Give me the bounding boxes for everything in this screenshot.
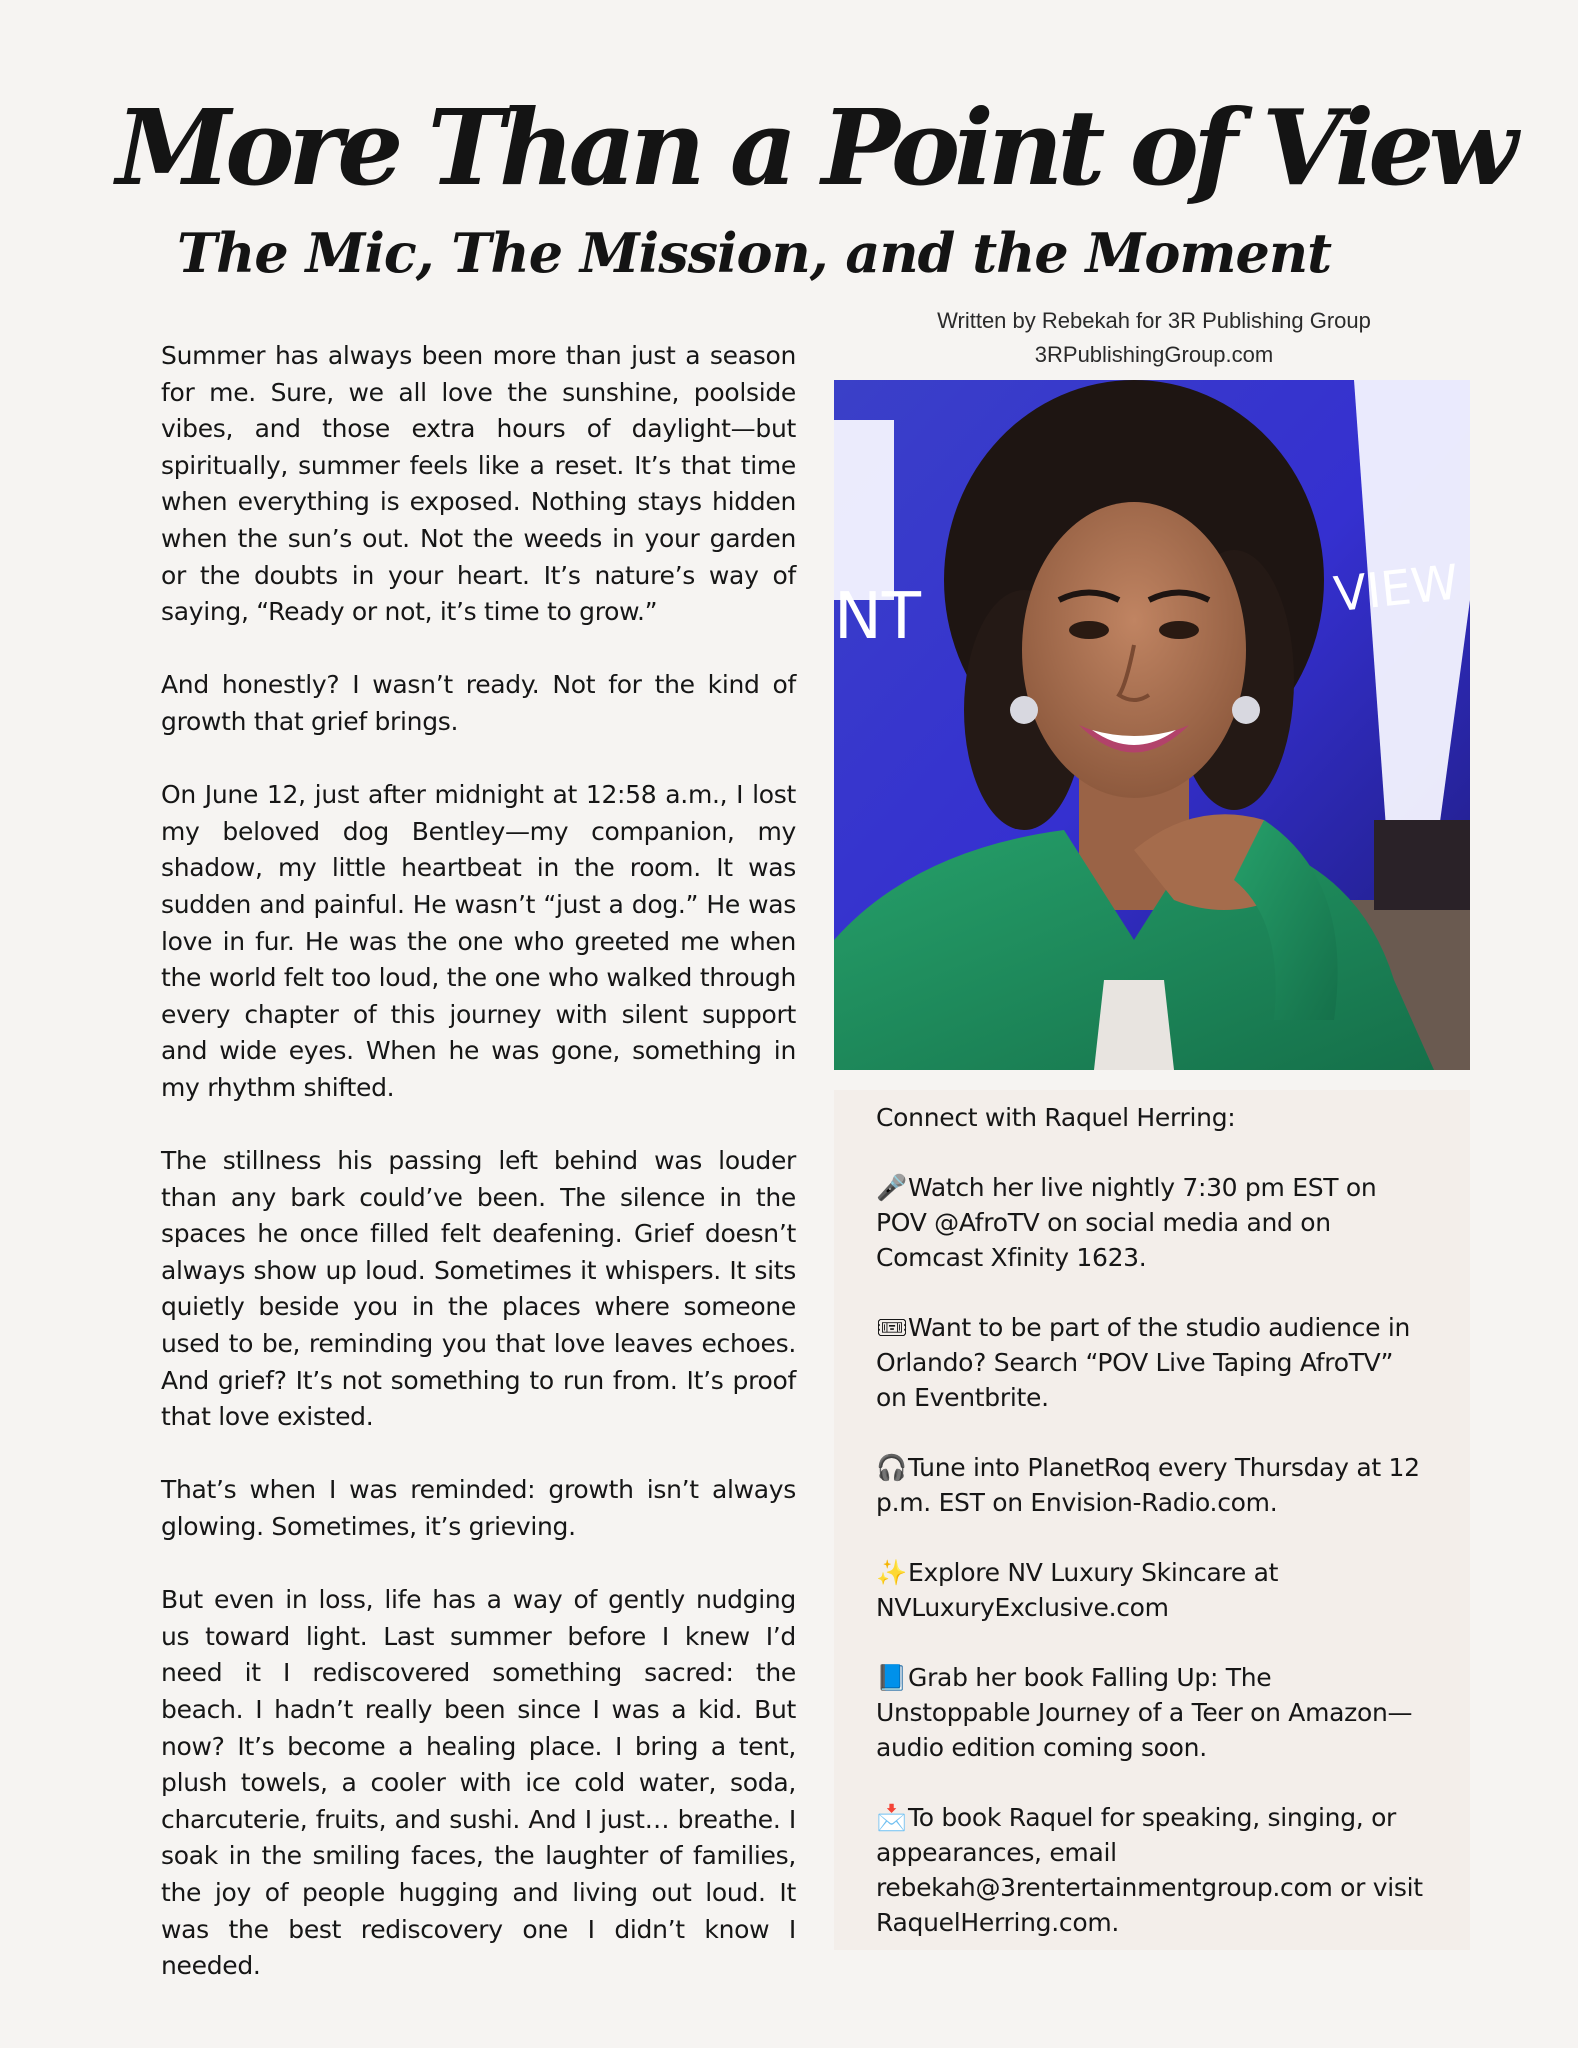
byline: [834, 304, 1474, 372]
headphones-icon: 🎧: [876, 1453, 907, 1482]
sidebar-item: [876, 1555, 1430, 1625]
article-paragraph: And honestly? I wasn’t ready. Not for the kind of growth that grief brings.: [161, 670, 796, 736]
sidebar-item-text: To book Raquel for speaking, singing, or appearances, email rebekah@3rentertainmentgroup.com or visit RaquelHerring.com.: [876, 1803, 1423, 1937]
article-paragraph: The stillness his passing left behind was louder than any bark could’ve been. The silence in the spaces he once filled felt deafening. Grief doesn’t always show up loud. Sometimes it whispers. It sits quietly beside you in the places where someone used to be, reminding you that love leaves echoes. And grief? It’s not something to run from. It’s proof that love existed.: [161, 1146, 796, 1432]
microphone-icon: 🎤: [876, 1173, 907, 1202]
earring: [1010, 696, 1038, 724]
sidebar-item: [876, 1310, 1430, 1415]
sidebar-item: [876, 1660, 1430, 1765]
envelope-icon: 📩: [876, 1803, 907, 1832]
portrait-photo: [834, 380, 1470, 1070]
sidebar-item: [876, 1800, 1430, 1940]
byline-site: 3RPublishingGroup.com: [1034, 342, 1274, 367]
article-paragraph: But even in loss, life has a way of gently nudging us toward light. Last summer before I knew I’d need it I rediscovered something sacred: the beach. I hadn’t really been since I was a kid. But now? It’s become a healing place. I bring a tent, plush towels, a cooler with ice cold water, soda, charcuterie, fruits, and sushi. And I just… breathe. I soak in the smiling faces, the laughter of families, the joy of people hugging and living out loud. It was the best rediscovery one I didn’t know I needed.: [161, 1585, 796, 1981]
article-paragraph: On June 12, just after midnight at 12:58 a.m., I lost my beloved dog Bentley—my companion, my shadow, my little heartbeat in the room. It was sudden and painful. He wasn’t “just a dog.” He was love in fur. He was the one who greeted me when the world felt too loud, the one who walked through every chapter of this journey with silent support and wide eyes. When he was gone, something in my rhythm shifted.: [161, 780, 796, 1102]
article-paragraph: That’s when I was reminded: growth isn’t always glowing. Sometimes, it’s grieving.: [161, 1475, 796, 1541]
sidebar-item-text: Tune into PlanetRoq every Thursday at 12 p.m. EST on Envision-Radio.com.: [876, 1453, 1420, 1517]
page-title: More Than a Point of View: [116, 86, 1512, 209]
sidebar-item-text: Explore NV Luxury Skincare at NVLuxuryExclusive.com: [876, 1558, 1279, 1622]
backdrop-left-text: NT: [834, 580, 921, 654]
portrait-illustration: [834, 380, 1470, 1070]
eye: [1069, 621, 1109, 639]
article-body: [161, 338, 796, 2021]
earring: [1232, 696, 1260, 724]
sparkles-icon: ✨: [876, 1558, 907, 1587]
desk: [1374, 820, 1470, 910]
top: [1094, 980, 1174, 1070]
byline-author: Written by Rebekah for 3R Publishing Group: [937, 308, 1371, 333]
sidebar-item-text: Want to be part of the studio audience in Orlando? Search “POV Live Taping AfroTV” on Eventbrite.: [876, 1313, 1411, 1412]
page-subtitle: The Mic, The Mission, and the Moment: [176, 221, 1332, 285]
sidebar-item-text: Watch her live nightly 7:30 pm EST on POV @AfroTV on social media and on Comcast Xfinity 1623.: [876, 1173, 1377, 1272]
backdrop-logo-shape: [834, 420, 894, 600]
article-paragraph: Summer has always been more than just a season for me. Sure, we all love the sunshine, poolside vibes, and those extra hours of daylight—but spiritually, summer feels like a reset. It’s that time when everything is exposed. Nothing stays hidden when the sun’s out. Not the weeds in your garden or the doubts in your heart. It’s nature’s way of saying, “Ready or not, it’s time to grow.”: [161, 341, 796, 627]
connect-sidebar: [834, 1090, 1470, 1950]
eye: [1159, 621, 1199, 639]
sidebar-item: [876, 1450, 1430, 1520]
blue-book-icon: 📘: [876, 1663, 907, 1692]
sidebar-item-text: Grab her book Falling Up: The Unstoppable Journey of a Teer on Amazon—audio edition coming soon.: [876, 1663, 1413, 1762]
sidebar-item: [876, 1170, 1430, 1275]
backdrop-right-text: VIEW: [1331, 554, 1462, 624]
sidebar-heading: Connect with Raquel Herring:: [876, 1103, 1236, 1132]
ticket-icon: 🎟: [876, 1313, 908, 1342]
